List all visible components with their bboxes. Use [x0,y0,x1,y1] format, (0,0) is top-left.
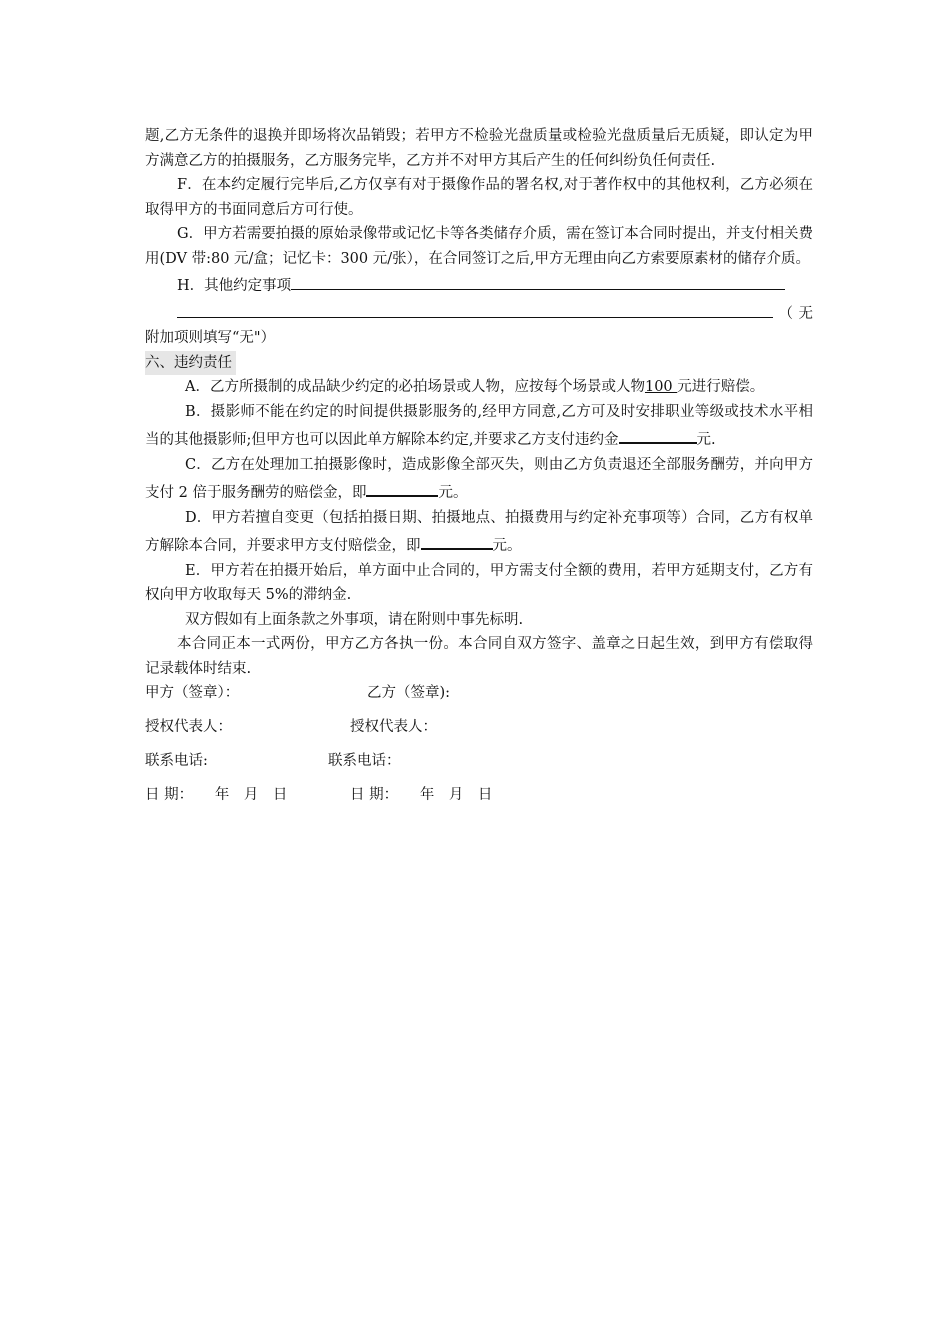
clause-h [145,271,813,299]
copies-clause: 本合同正本一式两份，甲方乙方各执一份。本合同自双方签字、盖章之日起生效，到甲方有偿取得记录载体时结束. [145,636,813,677]
section-6-title: 六、违约责任 [145,351,236,376]
clause-6c-amount-blank[interactable] [366,477,438,497]
signature-row-dates [145,783,813,817]
clause-h-label: H．其他约定事项 [177,278,292,294]
party-a-signature-label: 甲方（签章）： [145,685,240,701]
clause-6c [145,453,813,506]
clause-6c-text: C．乙方在处理加工拍摄影像时，造成影像全部灭失，则由乙方负责退还全部服务酬劳，并向甲方支付 2 倍于服务酬劳的赔偿金，即 [145,456,813,501]
clause-6d-unit: 元。 [492,538,522,554]
clause-6d-text: D．甲方若擅自变更（包括拍摄日期、拍摄地点、拍摄费用与约定补充事项等）合同，乙方有权单方解除本合同，并要求甲方支付赔偿金，即 [145,509,813,554]
clause-6a [145,375,813,400]
clause-6b [145,400,813,453]
clause-6a-pre: A．乙方所摄制的成品缺少约定的必拍场景或人物，应按每个场景或人物 [185,379,645,395]
clause-6b-text: B．摄影师不能在约定的时间提供摄影服务的,经甲方同意,乙方可及时安排职业等级或技术水平相当的其他摄影师;但甲方也可以因此单方解除本约定,并要求乙方支付违约金 [145,403,813,448]
clause-6d-amount-blank[interactable] [421,530,493,550]
clause-h-second-line [145,299,813,351]
party-a-date-label: 日 期： 年 月 日 [145,787,288,803]
signature-row-parties [145,681,813,715]
clause-6b-amount-blank[interactable] [619,424,697,444]
party-b-phone-label: 联系电话： [328,753,401,769]
extra-matters-note: 双方假如有上面条款之外事项，请在附则中事先标明. [185,611,524,628]
party-b-date-label: 日 期： 年 月 日 [350,787,493,803]
clause-6a-post: 元进行赔偿。 [677,379,765,395]
clause-g: G．甲方若需要拍摄的原始录像带或记忆卡等各类储存介质，需在签订本合同时提出，并支付相关费用(DV 带:80 元/盒；记忆卡：300 元/张），在合同签订之后,甲方无理由向乙方索要原素材的储存介质。 [145,226,813,267]
party-b-representative-label: 授权代表人： [350,719,437,735]
signature-row-representatives [145,715,813,749]
clause-e-continued: 题,乙方无条件的退换并即场将次品销毁；若甲方不检验光盘质量或检验光盘质量后无质疑，即认定为甲方满意乙方的拍摄服务，乙方服务完毕，乙方并不对甲方其后产生的任何纠纷负任何责任. [145,128,813,169]
clause-f: F．在本约定履行完毕后,乙方仅享有对于摄像作品的署名权,对于著作权中的其他权利，乙方必须在取得甲方的书面同意后方可行使。 [145,177,813,218]
party-a-representative-label: 授权代表人： [145,719,232,735]
clause-h-blank-line[interactable] [291,271,785,290]
contract-body [145,124,813,817]
section-6-heading [145,351,813,376]
clause-6c-unit: 元。 [438,485,468,501]
clause-h-note: （无附加项则填写“无"） [145,305,813,346]
clause-6e: E．甲方若在拍摄开始后，单方面中止合同的，甲方需支付全额的费用，若甲方延期支付，乙方有权向甲方收取每天 5%的滞纳金. [145,562,813,603]
party-b-signature-label: 乙方（签章): [367,685,451,701]
signature-row-phones [145,749,813,783]
clause-h-blank-line-2[interactable] [177,299,773,318]
clause-6a-amount: 100 [644,379,678,395]
party-a-phone-label: 联系电话: [145,753,208,769]
clause-6d [145,506,813,559]
clause-6b-unit: 元. [696,432,716,448]
